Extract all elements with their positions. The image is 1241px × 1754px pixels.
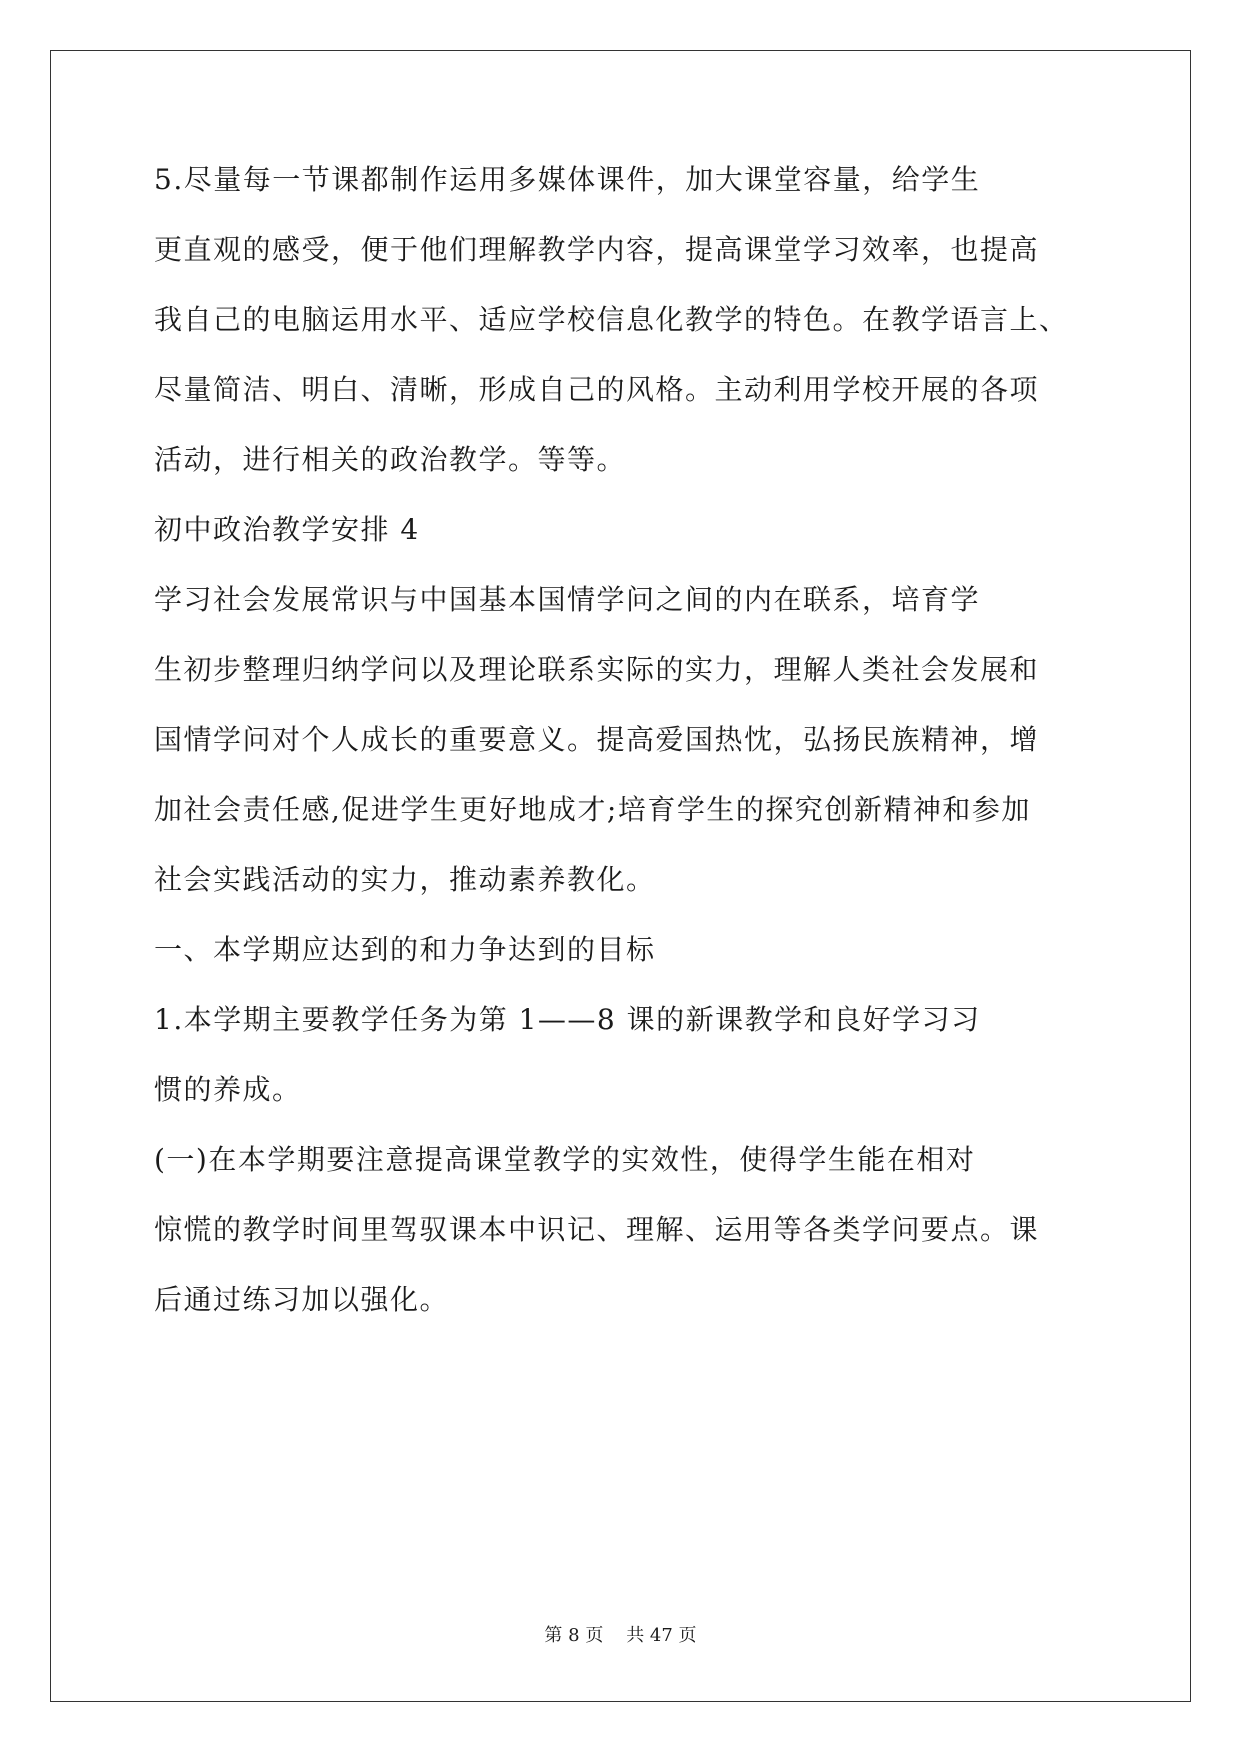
- text-line: 社会实践活动的实力，推动素养教化。: [154, 863, 656, 896]
- text-line: 后通过练习加以强化。: [154, 1283, 450, 1316]
- text-line: (一)在本学期要注意提高课堂教学的实效性，使得学生能在相对: [154, 1143, 976, 1176]
- text-line: 惊慌的教学时间里驾驭课本中识记、理解、运用等各类学问要点。课: [154, 1213, 1040, 1246]
- text-line: 一、本学期应达到的和力争达到的目标: [154, 933, 656, 966]
- text-line: 我自己的电脑运用水平、适应学校信息化教学的特色。在教学语言上、: [154, 303, 1069, 336]
- text-line: 尽量简洁、明白、清晰，形成自己的风格。主动利用学校开展的各项: [154, 373, 1040, 406]
- text-line: 5.尽量每一节课都制作运用多媒体课件，加大课堂容量，给学生: [154, 163, 981, 196]
- text-line: 国情学问对个人成长的重要意义。提高爱国热忱，弘扬民族精神，增: [154, 723, 1040, 756]
- section-heading: 初中政治教学安排 4: [154, 513, 420, 546]
- text-line: 更直观的感受，便于他们理解教学内容，提高课堂学习效率，也提高: [154, 233, 1040, 266]
- text-line: 1.本学期主要教学任务为第 1——8 课的新课教学和良好学习习: [154, 1003, 981, 1036]
- text-line: 活动，进行相关的政治教学。等等。: [154, 443, 627, 476]
- text-line: 学习社会发展常识与中国基本国情学问之间的内在联系，培育学: [154, 583, 981, 616]
- text-line: 加社会责任感,促进学生更好地成才;培育学生的探究创新精神和参加: [154, 793, 1031, 826]
- page-number-footer: 第 8 页 共 47 页: [544, 1625, 697, 1646]
- text-line: 惯的养成。: [154, 1073, 302, 1106]
- text-line: 生初步整理归纳学问以及理论联系实际的实力，理解人类社会发展和: [154, 653, 1040, 686]
